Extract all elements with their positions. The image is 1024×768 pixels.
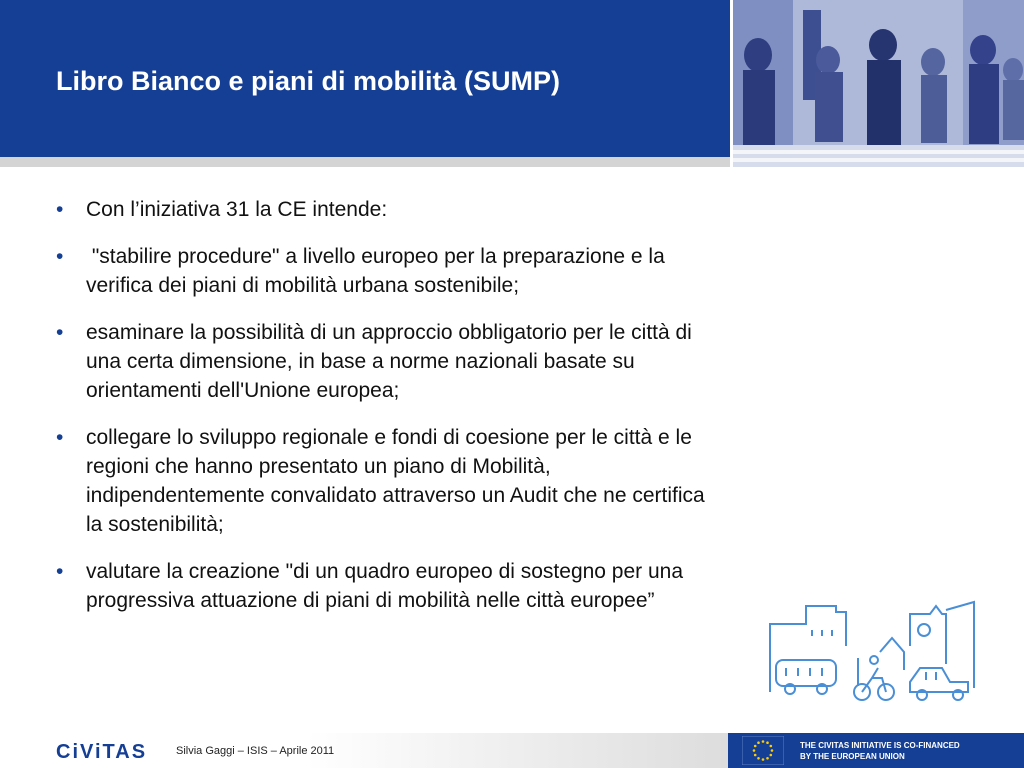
eu-flag-icon [742, 736, 784, 765]
bullet-item [56, 557, 706, 615]
eu-text-line-2: BY THE EUROPEAN UNION [800, 752, 905, 761]
header-bar [0, 0, 730, 157]
bullet-icon: • [56, 198, 64, 221]
bullet-icon: • [56, 426, 64, 449]
footer-caption: Silvia Gaggi – ISIS – Aprile 2011 [176, 745, 335, 757]
header-divider-band [0, 157, 730, 167]
civitas-logo [56, 741, 166, 761]
eu-cofinancing-text [800, 740, 960, 762]
bullet-list [56, 195, 706, 633]
bullet-item [56, 242, 706, 300]
crowd-photo-image [733, 0, 1024, 167]
bullet-icon: • [56, 560, 64, 583]
bullet-text: collegare lo sviluppo regionale e fondi di coesione per le città e le regioni che hanno presentato un piano di Mobilità, indipendentemente convalidato attraverso un Audit che ne certifica la sostenibilità; [86, 426, 705, 536]
bullet-icon: • [56, 245, 64, 268]
bullet-item [56, 318, 706, 405]
bullet-item [56, 195, 706, 224]
bullet-text: esaminare la possibilità di un approccio obbligatorio per le città di una certa dimensione, in base a norme nazionali basate su orientamenti dell'Unione europea; [86, 321, 692, 402]
city-transport-illustration [760, 596, 984, 708]
bullet-text: "stabilire procedure" a livello europeo per la preparazione e la verifica dei piani di mobilità urbana sostenibile; [86, 245, 671, 297]
bullet-icon: • [56, 321, 64, 344]
bullet-item [56, 423, 706, 539]
slide-title: Libro Bianco e piani di mobilità (SUMP) [56, 66, 561, 96]
crowd-photo [730, 0, 1024, 167]
bullet-text: valutare la creazione "di un quadro europeo di sostegno per una progressiva attuazione di piani di mobilità nelle città europee” [86, 560, 684, 612]
bullet-text: Con l’iniziativa 31 la CE intende: [86, 198, 388, 221]
eu-text-line-1: THE CIVITAS INITIATIVE IS CO-FINANCED [800, 741, 960, 750]
civitas-logo-text: CiViTAS [56, 741, 148, 761]
